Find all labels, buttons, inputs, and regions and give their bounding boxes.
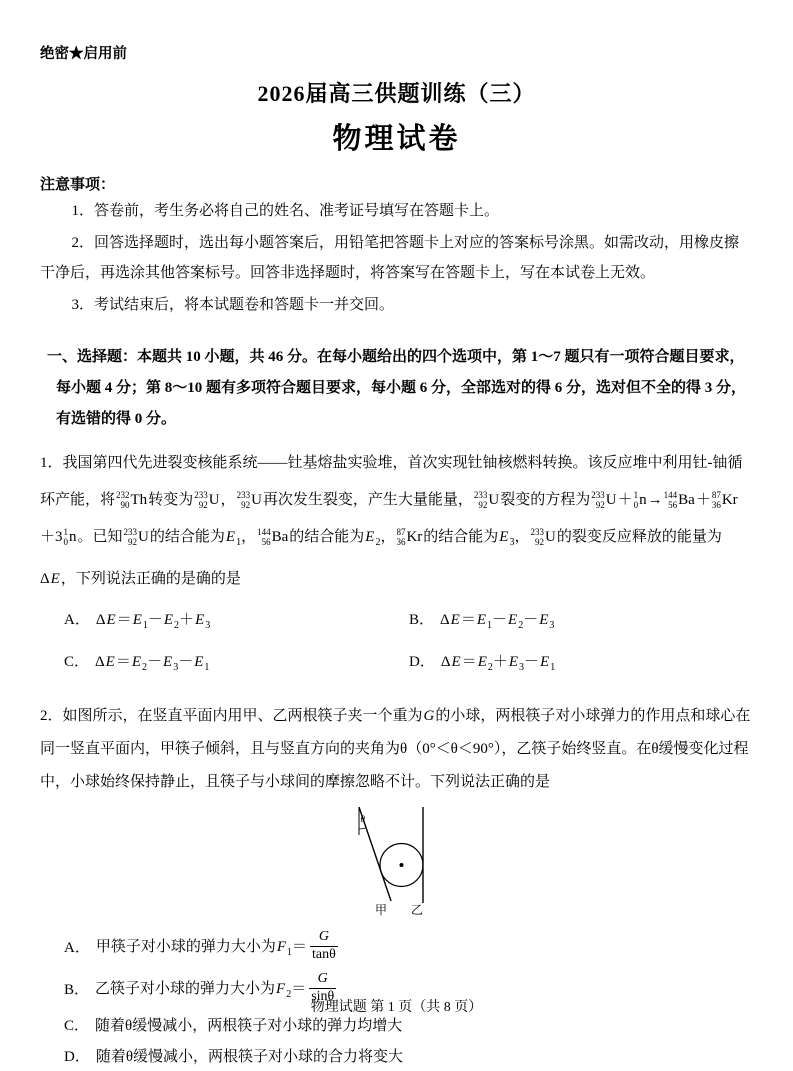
- chopstick-jia-label: 甲: [374, 903, 387, 917]
- nuclide-notation: 232 90 Th: [116, 490, 148, 511]
- secrecy-label: 绝密★启用前: [40, 46, 127, 62]
- exam-title: 2026届高三供题训练（三）: [257, 81, 536, 106]
- nuclide-notation: 233 92 U: [530, 527, 556, 548]
- page-footer: 物理试题 第 1 页（共 8 页）: [310, 1000, 483, 1015]
- nuclide-notation: 87 36 Kr: [711, 490, 738, 511]
- option-label: A．: [64, 612, 90, 628]
- notice-heading: 注意事项：: [40, 177, 116, 193]
- q1-option-b: [409, 602, 753, 644]
- option-text: $\Delta E=E_2-E_3-E_1$: [95, 654, 210, 673]
- fraction-numerator: G: [309, 971, 336, 988]
- option-label: D．: [64, 1049, 90, 1065]
- option-text: $\Delta E=E_2+E_3-E_1$: [440, 654, 556, 673]
- ball-center-dot: [399, 863, 403, 867]
- option-text: 乙筷子对小球的弹力大小为$F_2=$: [95, 980, 307, 1000]
- option-text: 随着θ缓慢减小，两根筷子对小球的弹力均增大: [95, 1018, 403, 1034]
- nuclide-notation: 144 56 Ba: [257, 527, 289, 548]
- nuclide-notation: 87 36 Kr: [396, 527, 423, 548]
- question-2-figure: [40, 805, 753, 917]
- chopstick-yi-label: 乙: [410, 903, 423, 917]
- q1-option-d: [409, 644, 753, 686]
- q2-option-a: [64, 925, 753, 967]
- theta-arc: [359, 828, 366, 829]
- q2-option-d: [64, 1040, 753, 1071]
- question-1-text: 1．我国第四代先进裂变核能系统——钍基熔盐实验堆，首次实现钍铀核燃料转换。该反应堆中利用钍-铀循环产能，将 232 90 Th转变为 233 92 U， 233 92 U再次发生裂变，产生大量能量， 233 92 U裂变的方程为 233 92 U＋ 1 0 n→ 144 56 Ba＋ 87 36 Kr＋3 1 0 n。已知 233 92 U的结合能为$E_1$， 144 56 Ba的结合能为$E_2$， 87 36 Kr的结合能为$E_3$， 233 92 U的裂变反应释放的能量为ΔE，下列说法正确的是确的是: [40, 455, 743, 587]
- nuclide-notation: 233 92 U: [123, 527, 149, 548]
- notice-item-2: 2．回答选择题时，选出每小题答案后，用铅笔把答题卡上对应的答案标号涂黑。如需改动，用橡皮擦干净后，再选涂其他答案标号。回答非选择题时，将答案写在答题卡上，写在本试卷上无效。: [40, 235, 740, 281]
- option-label: B．: [409, 612, 435, 628]
- section-one-heading: 一、选择题：本题共 10 小题，共 46 分。在每小题给出的四个选项中，第 1～7 题只有一项符合题目要求，每小题 4 分；第 8～10 题有多项符合题目要求，每小题 6 分，全部选对的得 6 分，选对但不全的得 3 分，有选错的得 0 分。: [47, 349, 747, 427]
- q1-option-a: [64, 602, 409, 644]
- option-text: $\Delta E=E_1-E_2+E_3$: [95, 612, 211, 631]
- option-text: $\Delta E=E_1-E_2-E_3$: [440, 612, 555, 631]
- nuclide-notation: 233 92 U: [591, 490, 617, 511]
- fraction-numerator: G: [310, 929, 338, 946]
- option-label: B．: [64, 981, 90, 998]
- fraction: [310, 929, 338, 962]
- option-label: C．: [64, 1018, 90, 1034]
- notice-item-1: 1．答卷前，考生务必将自己的姓名、准考证号填写在答题卡上。: [71, 203, 500, 219]
- chopsticks-ball-diagram: [349, 805, 445, 917]
- fraction-denominator: sinθ: [311, 988, 335, 1004]
- option-text: 随着θ缓慢减小，两根筷子对小球的合力将变大: [95, 1049, 404, 1065]
- option-label: A．: [64, 939, 90, 956]
- nuclide-notation: 233 92 U: [236, 490, 262, 511]
- question-2-text: 2．如图所示，在竖直平面内用甲、乙两根筷子夹一个重为G的小球，两根筷子对小球弹力的作用点和球心在同一竖直平面内，甲筷子倾斜，且与竖直方向的夹角为θ（0°＜θ＜90°），乙筷子始终竖直。在θ缓慢变化过程中，小球始终保持静止，且筷子与小球间的摩擦忽略不计。下列说法正确的是: [40, 708, 751, 790]
- nuclide-notation: 144 56 Ba: [663, 490, 695, 511]
- fraction-denominator: tanθ: [312, 946, 336, 962]
- option-label: C．: [64, 654, 90, 670]
- nuclide-notation: 233 92 U: [194, 490, 220, 511]
- nuclide-notation: 1 0 n: [633, 490, 647, 511]
- nuclide-notation: 233 92 U: [473, 490, 500, 511]
- q1-option-c: [64, 644, 409, 686]
- nuclide-notation: 1 0 n: [63, 527, 77, 548]
- option-label: D．: [409, 654, 435, 670]
- paper-title: 物理试卷: [332, 123, 461, 155]
- question-1-options: [40, 602, 753, 686]
- notice-item-3: 3．考试结束后，将本试题卷和答题卡一并交回。: [71, 297, 395, 313]
- option-text: 甲筷子对小球的弹力大小为$F_1=$: [95, 938, 308, 958]
- theta-label: θ: [360, 814, 365, 824]
